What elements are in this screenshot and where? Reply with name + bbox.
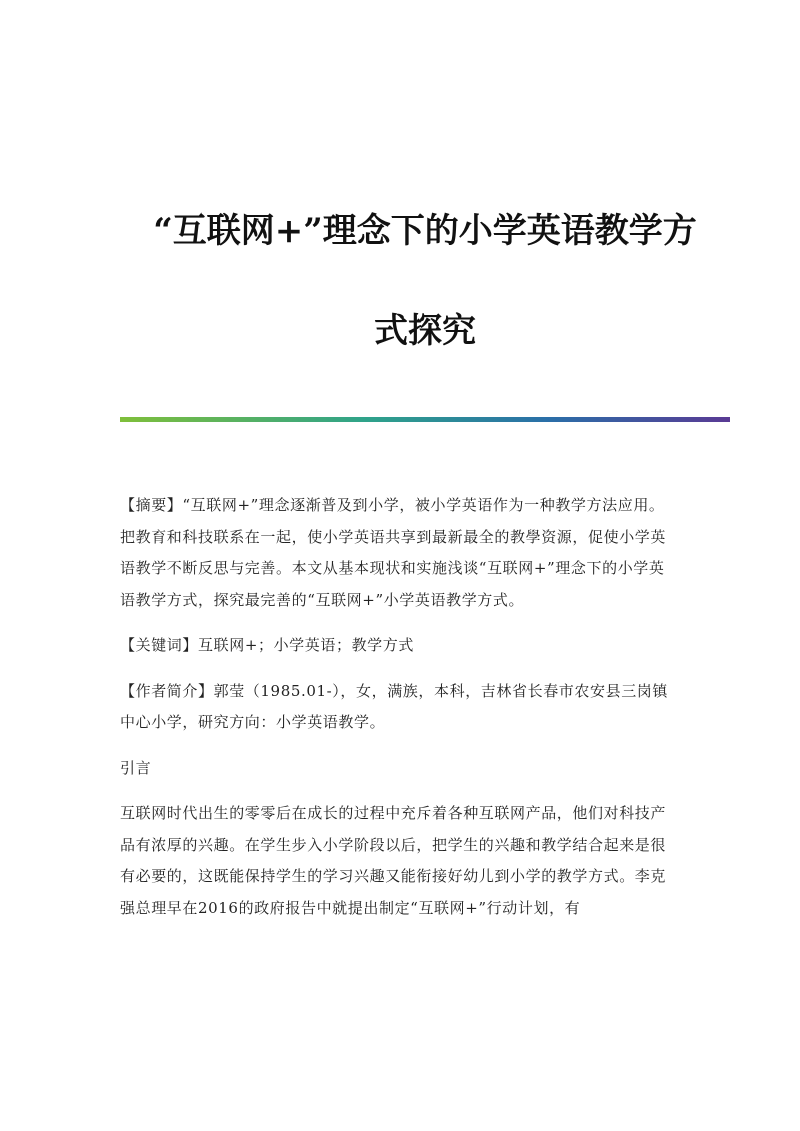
author-text: 郭莹（1985.01-），女，满族，本科，吉林省长春市农安县三岗镇中心小学，研究方向：小学英语教学。 bbox=[120, 681, 669, 731]
abstract-text: “互联网+”理念逐渐普及到小学，被小学英语作为一种教学方法应用。把教育和科技联系在一起，使小学英语共享到最新最全的教學资源，促使小学英语教学不断反思与完善。本文从基本现状和实施浅谈“互联网+”理念下的小学英语教学方式，探究最完善的“互联网+”小学英语教学方式。 bbox=[120, 496, 667, 609]
abstract-label: 【摘要】 bbox=[120, 496, 183, 514]
intro-heading: 引言 bbox=[120, 758, 152, 777]
keywords-paragraph bbox=[120, 630, 680, 662]
author-paragraph bbox=[120, 676, 680, 739]
title-line-1: “互联网+”理念下的小学英语教学方 bbox=[153, 210, 697, 251]
document-title bbox=[120, 209, 730, 409]
document-body bbox=[120, 490, 680, 938]
title-divider bbox=[120, 417, 730, 422]
abstract-paragraph bbox=[120, 490, 680, 616]
author-label: 【作者简介】 bbox=[120, 681, 214, 700]
title-line-2: 式探究 bbox=[374, 310, 476, 351]
keywords-text: 互联网+；小学英语；教学方式 bbox=[198, 636, 414, 654]
intro-paragraph: 互联网时代出生的零零后在成长的过程中充斥着各种互联网产品，他们对科技产品有浓厚的兴趣。在学生步入小学阶段以后，把学生的兴趣和教学结合起来是很有必要的，这既能保持学生的学习兴趣又能衔接好幼儿到小学的教学方式。李克强总理早在2016的政府报告中就提出制定“互联网+”行动计划，有 bbox=[120, 804, 667, 917]
keywords-label: 【关键词】 bbox=[120, 636, 199, 654]
